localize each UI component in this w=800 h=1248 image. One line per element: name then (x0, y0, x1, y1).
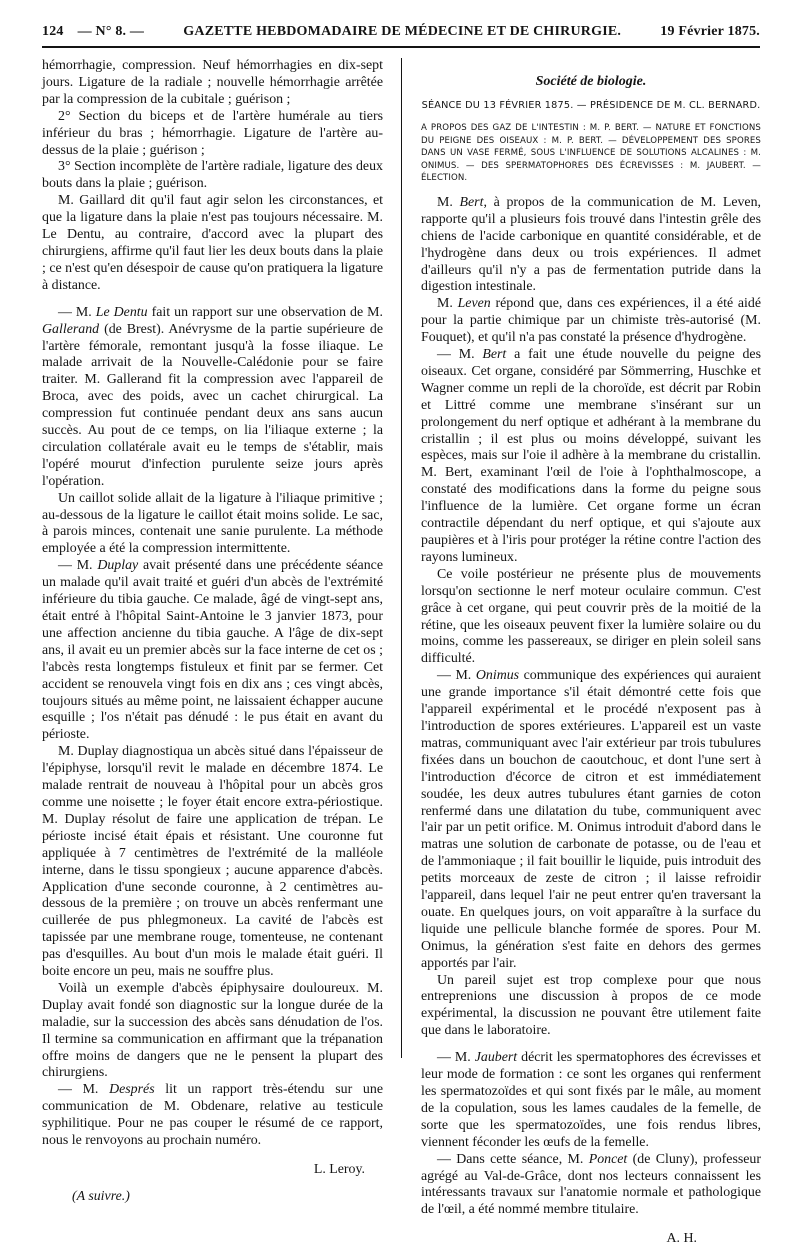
to-be-continued: (A suivre.) (72, 1188, 130, 1204)
text-run: — M. (58, 304, 96, 320)
speaker-name: Bert (482, 347, 507, 363)
speaker-name: Gallerand (42, 321, 100, 337)
paragraph: Un caillot solide allait de la ligature à l'iliaque primitive ; au-dessous de la ligature le caillot était moins solide. Le sac, à parois minces, contenait une sanie purulente. La méthode employée a été la compression intermittente. (42, 490, 383, 557)
text-run: — M. (437, 347, 483, 363)
paragraph: M. Gaillard dit qu'il faut agir selon les circonstances, et que la ligature dans la plaie n'est pas toujours nécessaire. M. Le Dentu, au contraire, d'accord avec la plupart des chirurgiens, affirme qu'il faut lier les deux bouts dans la plaie ; ce n'est qu'en désespoir de cause qu'on pratiquera la ligature à distance. (42, 193, 383, 293)
speaker-name: Leven (457, 296, 491, 312)
section-title: Société de biologie. (535, 74, 647, 89)
session-summary: A PROPOS DES GAZ DE L'INTESTIN : M. P. BERT. — NATURE ET FONCTIONS DU PEIGNE DES OISEAUX : M. P. BERT. — DÉVELOPPEMENT DES SPORES DANS UN VASE FERMÉ, SOUS L'INFLUENCE DE SOLUTIONS ALCALINES : M. ONIMUS. — DES SPERMATOPHORES DES ÉCREVISSES : M. JAUBERT. — ÉLECTION. (421, 122, 761, 184)
paragraph (421, 347, 761, 567)
paragraph: Ce voile postérieur ne présente plus de mouvements lorsqu'on sectionne le nerf moteur oculaire commun. C'est grâce à cet organe, qui peut couvrir près de la moitié de la rétine, que les oiseaux peuvent fixer la lumière solaire ou du moins, comme les passereaux, se diriger en plein soleil sans difficulté. (421, 566, 761, 667)
right-column (421, 58, 761, 1248)
paragraph: 3° Section incomplète de l'artère radiale, ligature des deux bouts dans la plaie ; guérison. (42, 159, 383, 192)
speaker-name: Duplay (97, 558, 139, 574)
issue-date: 19 Février 1875. (660, 24, 760, 39)
text-run: — M. (58, 1082, 110, 1098)
text-run: — Dans cette séance, M. (437, 1151, 589, 1167)
page-number: 124 (42, 24, 64, 39)
paragraph (421, 1152, 761, 1220)
text-run: répond que, dans ces expériences, il a été aidé pour la partie chimique par un chimiste très-autorisé (M. Fouquet), et qu'il n'a pas constaté la présence d'hydrogène. (421, 296, 761, 346)
text-run: — M. (437, 1050, 475, 1066)
paragraph (421, 1050, 761, 1151)
paragraph: Un pareil sujet est trop complexe pour que nous entreprenions une discussion à propos de ce mode expérimental, la discussion ne pouvant être utilement faite que dans le laboratoire. (421, 972, 761, 1039)
text-run: (de Cluny), professeur agrégé au Val-de-Grâce, dont nos lecteurs connaissent les intéressants travaux sur l'anatomie normale et pathologique de l'œil, a été nommé membre titulaire. (421, 1151, 761, 1218)
paragraph (421, 195, 761, 296)
session-info: SÉANCE DU 13 FÉVRIER 1875. — PRÉSIDENCE DE M. CL. BERNARD. (421, 99, 761, 111)
paragraph: 2° Section du biceps et de l'artère humérale au tiers inférieur du bras ; hémorrhagie. Ligature de l'artère au-dessus de la plaie ; guérison ; (42, 108, 383, 158)
author-signature: A. H. (666, 1231, 697, 1247)
text-run: fait un rapport sur une observation de M. (147, 304, 383, 320)
paragraph (42, 1082, 383, 1150)
speaker-name: Després (109, 1082, 155, 1098)
column-divider (401, 58, 402, 1058)
text-run: — M. (437, 668, 476, 684)
paragraph (42, 558, 383, 744)
author-signature: L. Leroy. (313, 1162, 365, 1177)
issue-number: — N° 8. — (77, 24, 145, 39)
speaker-name: Bert (459, 194, 484, 210)
speaker-name: Le Dentu (95, 304, 148, 320)
text-run: M. (437, 296, 458, 312)
paragraph (42, 305, 383, 491)
paragraph (421, 296, 761, 347)
speaker-name: Onimus (475, 668, 520, 684)
page-header (42, 18, 760, 48)
text-run: M. (437, 194, 460, 210)
text-run: (de Brest). Anévrysme de la partie supérieure de l'artère fémorale, remontant jusqu'à la fosse iliaque. Le malade arrivait de la Nouvelle-Calédonie pour se faire traiter. M. Gallerand fit la compression avec l'appareil de Broca, avec des poids, avec un cachet chirurgical. La compression fut continuée pendant deux ans sans aucun succès. Au pout de ce temps, on lia l'iliaque externe ; la circulation collatérale avait eu le temps de s'établir, mais l'opéré mourut d'infection purulente seize jours après l'opération. (42, 321, 383, 489)
text-run: décrit les spermatophores des écrevisses et leur mode de formation : ce sont les organes qui renferment les spermatozoïdes et qui sont fixés par le mâle, au moment de la copulation, sous les lames caudales de la femelle, de sorte que les spermatozoïdes, une fois rendus libres, viennent féconder les œufs de la femelle. (421, 1050, 761, 1150)
text-run: communique des expériences qui auraient une grande importance s'il était démontré cette fois que l'appareil expérimental et le procédé n'exposent pas à l'introduction de spores extérieures. L'appareil est un vaste matras, communiquant avec l'air extérieur par trois tubulures fixées dans un bouchon de caoutchouc, et dont l'une sert à l'introduction d'écorce de citron et est immédiatement soudée, les deux autres tubulures étant garnies de coton renfermé dans une dilatation du tube, communiquent avec l'air par un petit orifice. M. Onimus introduit d'abord dans le matras une solution de carbonate de potasse, ou de l'eau et de l'ammoniaque ; il fait bouillir le liquide, puis introduit des petits morceaux de zeste de citron ; il laisse refroidir l'appareil, dans lequel l'air ne peut entrer qu'en traversant la ouate. En quelques jours, on voit apparaître à la surface du liquide une pellicule blanche formée de spores. Pour M. Onimus, la génération s'est faite en dehors des germes apportés par l'air. (421, 668, 761, 971)
left-column (42, 58, 383, 1206)
text-run: a fait une étude nouvelle du peigne des oiseaux. Cet organe, considéré par Sömmerring, Huschke et Wagner comme un repli de la choroïde, est décrit par Robin et Littré comme une membrane s'insérant sur un prolongement du nerf optique et adhérant à la membrane du cristallin ; il est plus ou moins développé, suivant les espèces, mais sur l'oie il adhère à la membrane du cristallin. M. Bert, examinant l'œil de l'oie à l'ophthalmoscope, a constaté des modifications dans la forme du peigne sous l'influence de la lumière. Cet organe forme un écran contractile dépendant du nerf optique, et qui s'ajoute aux paupières et à l'iris pour protéger la rétine contre l'action des rayons lumineux. (421, 347, 761, 565)
paragraph: hémorrhagie, compression. Neuf hémorrhagies en dix-sept jours. Ligature de la radiale ; nouvelle hémorrhagie arrêtée par la compression de la cubitale ; guérison ; (42, 58, 383, 107)
paragraph (421, 668, 761, 972)
paragraph: M. Duplay diagnostiqua un abcès situé dans l'épaisseur de l'épiphyse, lorsqu'il revit le malade en décembre 1874. Le malade rentrait de nouveau à l'hôpital pour un abcès gros comme une noisette ; le foyer était encore extra-périostique. M. Duplay résolut de faire une application de trépan. Le périoste incisé était épais et résistant. Une couronne fut appliquée à 7 centimètres de l'extrémité de la malléole interne, dans le tissu spongieux ; aucune apparence d'abcès. Application d'une seconde couronne, à 2 centimètres au-dessous de la première ; on trouve un abcès renfermant une cuillerée de pus phlegmoneux. La cavité de l'abcès est tapissée par une membrane rouge, tomenteuse, ne contenant pas d'esquilles. Au bout d'un mois le malade était guéri. Il boite encore un peu, mais ne souffre plus. (42, 744, 383, 980)
text-run: avait présenté dans une précédente séance un malade qu'il avait traité et guéri d'un abcès de l'extrémité inférieure du tibia gauche. Ce malade, âgé de vingt-sept ans, était entré à l'hôpital Saint-Antoine le 3 janvier 1873, pour une affection ancienne du tibia gauche. A l'âge de dix-sept ans, il avait eu un premier abcès sur la face interne de cet os ; l'abcès resta longtemps fistuleux et finit par se fermer. Cet accident se renouvela vingt fois en dix ans ; ces vingt abcès, toujours situés au même point, ne laissaient échapper aucune esquille ; l'os n'était pas dénudé : le pus était en avant du périoste. (42, 558, 383, 743)
text-run: lit un rapport très-étendu sur une communication de M. Obdenare, relative au testicule syphilitique. Pour ne pas couper le résumé de ce rapport, nous le renvoyons au prochain numéro. (42, 1082, 383, 1149)
speaker-name: Poncet (588, 1151, 628, 1167)
text-run: , à propos de la communication de M. Leven, rapporte qu'il a plusieurs fois trouvé dans l'intestin grêle des chiens de l'acide carbonique en quantité considérable, et de l'hydrogène dans deux ou trois expériences. Il admet d'ailleurs qu'il n'y a pas de fermentation putride dans la digestion intestinale. (421, 194, 762, 295)
speaker-name: Jaubert (474, 1050, 518, 1066)
text-run: — M. (58, 558, 98, 574)
journal-title: GAZETTE HEBDOMADAIRE DE MÉDECINE ET DE CHIRURGIE. (183, 24, 622, 39)
paragraph: Voilà un exemple d'abcès épiphysaire douloureux. M. Duplay avait fondé son diagnostic sur la longue durée de la maladie, sur la succession des abcès sans dénudation de l'os. Il termine sa communication en affirmant que la trépanation offre moins de dangers que ne le pensent la plupart des chirurgiens. (42, 980, 383, 1081)
